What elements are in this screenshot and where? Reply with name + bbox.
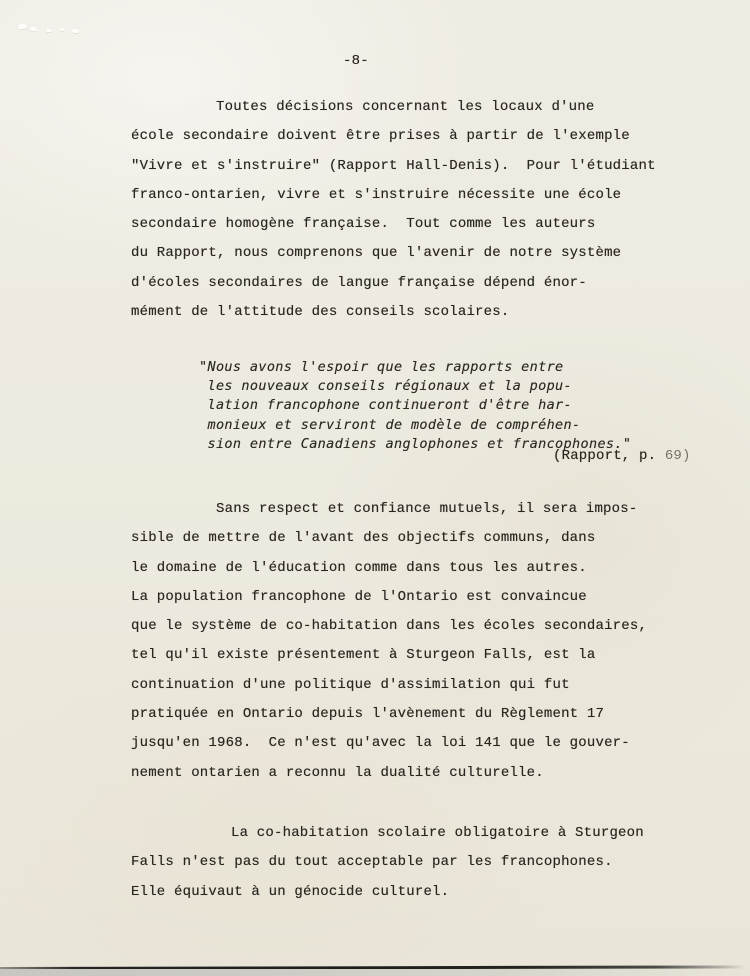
quote-line: lation francophone continueront d'être har- — [199, 397, 573, 414]
text-line: franco-ontarien, vivre et s'instruire nécessite une école — [131, 186, 622, 203]
text-line: école secondaire doivent être prises à partir de l'exemple — [131, 128, 630, 145]
citation-page-number: 69) — [664, 448, 691, 464]
text-line: jusqu'en 1968. Ce n'est qu'avec la loi 141 que le gouver- — [131, 735, 630, 752]
citation-source: (Rapport, p. — [553, 448, 665, 464]
text-line: mément de l'attitude des conseils scolaires. — [131, 304, 510, 321]
text-line: continuation d'une politique d'assimilation qui fut — [131, 676, 570, 693]
text-line: La population francophone de l'Ontario est convaincue — [131, 588, 587, 605]
page-number: -8- — [343, 53, 369, 69]
text-line: que le système de co-habitation dans les écoles secondaires, — [131, 618, 648, 635]
quote-line: monieux et serviront de modèle de compréhen- — [199, 416, 581, 433]
quote-citation — [553, 446, 691, 466]
text-line: Falls n'est pas du tout acceptable par les francophones. — [131, 854, 613, 871]
block-quote — [199, 358, 631, 454]
text-line: Sans respect et confiance mutuels, il sera impos- — [216, 501, 638, 517]
text-line: sible de mettre de l'avant des objectifs communs, dans — [131, 530, 596, 547]
whiteout-marks — [16, 20, 86, 36]
text-line: La co-habitation scolaire obligatoire à Sturgeon — [231, 825, 644, 841]
text-line: Elle équivaut à un génocide culturel. — [131, 883, 450, 900]
text-line: du Rapport, nous comprenons que l'avenir de notre système — [131, 245, 622, 262]
text-line: tel qu'il existe présentement à Sturgeon Falls, est la — [131, 647, 596, 664]
text-line: pratiquée en Ontario depuis l'avènement du Règlement 17 — [131, 706, 605, 723]
paragraph-3 — [131, 819, 644, 907]
text-line: Toutes décisions concernant les locaux d'une — [216, 99, 595, 115]
text-line: nement ontarien a reconnu la dualité culturelle. — [131, 764, 544, 781]
paragraph-1 — [131, 93, 656, 327]
quote-line: "Nous avons l'espoir que les rapports entre — [199, 359, 564, 375]
quote-line: les nouveaux conseils régionaux et la popu- — [199, 378, 573, 395]
text-line: d'écoles secondaires de langue française dépend énor- — [131, 274, 587, 291]
text-line: secondaire homogène française. Tout comme les auteurs — [131, 216, 596, 233]
paragraph-2 — [131, 495, 647, 788]
quote-line: sion entre Canadiens anglophones et francophones." — [199, 435, 632, 452]
scanner-background-strip — [0, 969, 750, 976]
text-line: le domaine de l'éducation comme dans tous les autres. — [131, 559, 587, 576]
text-line: "Vivre et s'instruire" (Rapport Hall-Denis). Pour l'étudiant — [131, 157, 656, 174]
